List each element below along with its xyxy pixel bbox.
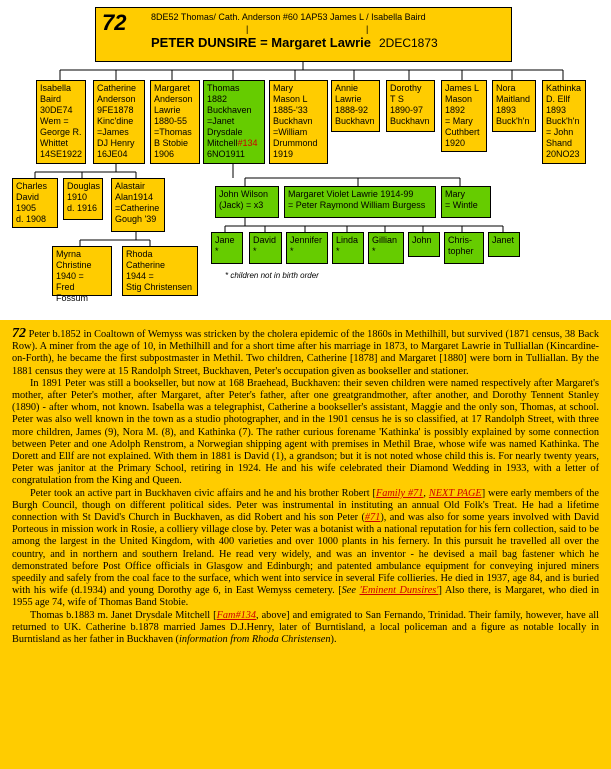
source-credit: information from Rhoda Christensen [179,634,331,646]
family-number: 72 [102,10,127,35]
child-box: Annie Lawrie 1888-92 Buckhavn [331,80,380,132]
narrative-paragraph: In 1891 Peter was still a bookseller, but now at 168 Braehead, Buckhaven: their seven children were named respectively after Margaret's mother, after Peter's mother, after Margaret, after Peter's father, after one greatgrandmother, after another, and Dorothy Tennent Stanley (1890) - after whom, not known. Isabella was a telegraphist, Catherine a bookseller's assistant, Maggie and the only son, Thomas, at school. Peter was also well known in the town as a studio photographer, and in the 1901 census he is so classified, at 17 Randolph Street, with three more children, James (9), Nora M. (8), and Kathinka (7). The rather curious forename 'Kathinka' is possibly explained by some connection between Peter and one Adolph Renstrom, a Norwegian shipping agent with premises in Methil Brae, whose wife was named Kathinka. The Dorett and Ellf are not explained. With them in 1881 is David (1), a grandson; but it is not noted whose child this is. For nearly twenty years, Peter was janitor at the Primary School, retiring in 1924. He and his wife celebrated their Diamond Wedding in 1933, with a letter of congratulation from the King and Queen. [12,377,599,487]
great-grandchild-box: Gillian * [368,232,404,264]
paragraph-text: ] Also there, is Margaret, who died in 1955 age 74, wife of Thomas Band Stobie. [12,585,600,609]
see-text: See [341,585,356,597]
parents-line: 8DE52 Thomas/ Cath. Anderson #60 1AP53 James L / Isabella Baird [151,12,426,22]
child-box: Isabella Baird 30DE74 Wem = George R. Whittet 14SE1922 [36,80,86,164]
grandchild-box: Charles David 1905 d. 1908 [12,178,58,228]
child-box: Margaret Anderson Lawrie 1880-55 =Thomas B Stobie 1906 [150,80,200,164]
grandchild-box: Mary = Wintle [441,186,491,218]
grandchild-box: Douglas 1910 d. 1916 [63,178,103,220]
paragraph-text: ). [330,634,337,646]
family-header [95,7,512,62]
ref-71-link[interactable]: #71 [364,512,381,524]
great-grandchild-box: David * [249,232,282,264]
family-ref-link[interactable]: #134 [237,138,258,148]
couple-name [151,35,438,50]
paragraph-text: ), and was also for some years involved with David Porteous in mission work in Rosie, a colliery village close by. Peter was a botanist with a national reputation for his fern collection, said to be among the largest in the United Kingdom, with 400 varieties and over 1000 plants in his fernery. In this pursuit he travelled all over the country, and in northern and southern Ireland. He read very widely, and was an inventor - he devised a mail bag fastener which he demonstrated before Post Office officials in Glasgow and Edinburgh; and patented ambulance equipment for conveying injured miners speedily and safely from the coal face to the surface, which went into service in several Fife collieries. He died in 1937, age 84, and is buried with his wife (d.1934) and young Dorothy age 6, in East Wemyss cemetery. [ [12,512,599,597]
child-text: 6NO1911 [207,149,245,159]
paragraph-text: Peter b.1852 in Coaltown of Wemyss was stricken by the cholera epidemic of the 1860s in Methilhill, but survived (1871 census, 38 Back Row). A miner from the age of 10, in Methilhill and for a short time after his marriage in 1873, to Margaret Lawrie in Tulliallan (Kincardine-on-Forth), he became the first subpostmaster in Methil. Two children, Catherine [1878] and Margaret [1880] were born in Tulliallan. By the 1881 census they were at 15 Randolph Street, Buckhaven, Peter's occupation given as bookseller and stationer. [12,329,599,377]
paragraph-text: , [423,487,429,499]
narrative-paragraph [12,488,599,610]
paragraph-text: , above] and emigrated to San Fernando, Trinidad. Their family, however, have all returned to UK. Catherine b.1878 married James D.J.Henry, later of Burntisland, a local policeman and a figure as notable locally in Burntisland as her father in Buckhaven ( [12,609,600,646]
great-grandchild-box: Rhoda Catherine 1944 = Stig Christensen [122,246,198,296]
child-box: Dorothy T S 1890-97 Buckhavn [386,80,435,132]
child-box: Catherine Anderson 9FE1878 Kinc'dine =James DJ Henry 16JE04 [93,80,145,164]
couple-text: PETER DUNSIRE = Margaret Lawrie [151,35,371,50]
grandchild-box: John Wilson (Jack) = x3 [215,186,279,218]
narrative-panel [0,320,611,769]
great-grandchild-box: Chris- topher [444,232,484,264]
next-page-link[interactable]: NEXT PAGE [428,487,482,499]
narrative-paragraph [12,328,599,378]
marriage-date: 2DEC1873 [378,36,438,50]
great-grandchild-box: Linda * [332,232,364,264]
great-grandchild-box: Jennifer * [286,232,328,264]
fam-134-link[interactable]: Fam#134 [216,609,257,621]
family-71-link[interactable]: Family #71 [375,487,424,499]
child-box: Nora Maitland 1893 Buck'h'n [492,80,536,132]
narrative-paragraph [12,610,599,647]
child-text: Thomas 1882 Buckhaven =Janet Drysdale Mitchell [207,83,252,148]
narrative-number: 72 [12,326,26,341]
child-box: Kathinka D. Ellf 1893 Buck'h'n = John Shand 20NO23 [542,80,586,164]
paragraph-text: ] were early members of the Burgh Council, though on different political sides. Peter was instrumental in instituting an annual Old Folk's Treat. He had a lifetime connection with St David's Church in Buckhaven, as did Robert and his son Peter ( [12,487,599,524]
eminent-dunsires-link[interactable]: 'Eminent Dunsires' [359,585,439,597]
great-grandchild-box: Jane * [211,232,243,264]
great-grandchild-box: Janet [488,232,520,257]
great-grandchild-box: Myrna Christine 1940 = Fred Fossum [52,246,112,296]
child-box-thomas[interactable] [203,80,265,164]
parent-link-bar: | [246,24,249,34]
paragraph-text: Thomas b.1883 m. Janet Drysdale Mitchell [ [30,609,217,621]
grandchild-box: Margaret Violet Lawrie 1914-99 = Peter Raymond William Burgess [284,186,436,218]
child-box: Mary Mason L 1885-'33 Buckhavn =William Drummond 1919 [269,80,328,164]
paragraph-text: Peter took an active part in Buckhaven civic affairs and he and his brother Robert [ [30,487,376,499]
parent-link-bar: | [366,24,369,34]
grandchild-box: Alastair Alan1914 =Catherine Gough '39 [111,178,165,232]
birth-order-note: * children not in birth order [225,271,319,280]
child-box: James L Mason 1892 = Mary Cuthbert 1920 [441,80,487,152]
great-grandchild-box: John [408,232,440,257]
